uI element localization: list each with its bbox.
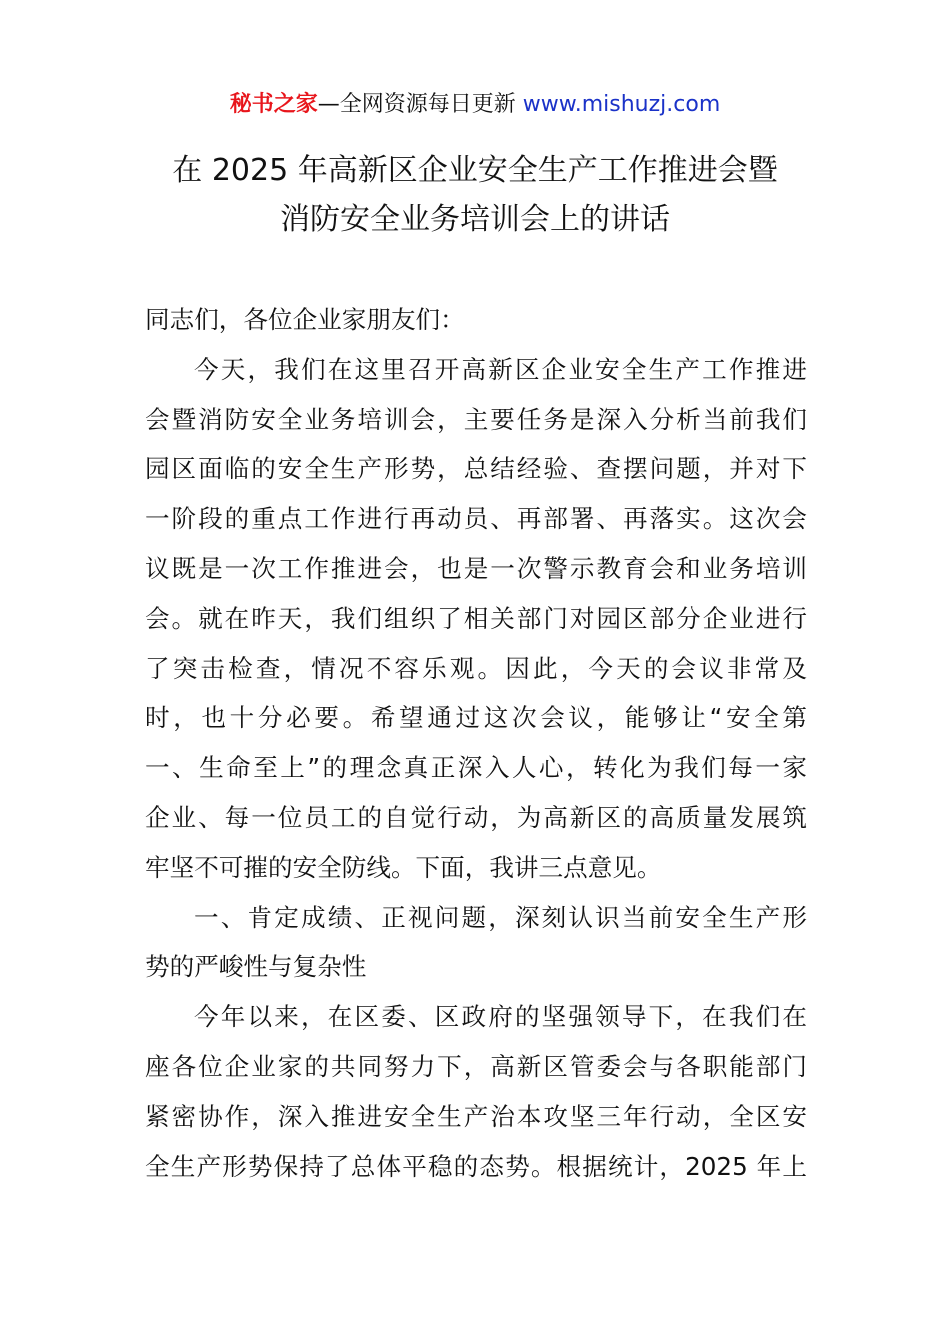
- paragraph-line: 一、生命至上”的理念真正深入人心，转化为我们每一家: [145, 753, 807, 783]
- section-heading-line: 势的严峻性与复杂性: [145, 952, 367, 982]
- paragraph-line: 今年以来，在区委、区政府的坚强领导下，在我们在: [194, 1002, 807, 1032]
- paragraph-line: 时，也十分必要。希望通过这次会议，能够让“安全第: [145, 703, 807, 733]
- paragraph-line: 今天，我们在这里召开高新区企业安全生产工作推进: [194, 354, 807, 384]
- paragraph-line: 全生产形势保持了总体平稳的态势。根据统计，2025 年上: [145, 1151, 807, 1181]
- salutation: 同志们，各位企业家朋友们：: [145, 305, 465, 334]
- paragraph-line: 会暨消防安全业务培训会，主要任务是深入分析当前我们: [145, 404, 807, 434]
- header-slogan: —全网资源每日更新: [317, 92, 523, 117]
- site-header: [0, 88, 950, 122]
- title-line-1: 在 2025 年高新区企业安全生产工作推进会暨: [172, 153, 778, 188]
- brand-name: 秘书之家: [229, 92, 318, 117]
- paragraph-line: 牢坚不可摧的安全防线。下面，我讲三点意见。: [145, 852, 662, 882]
- document-title: [0, 146, 950, 244]
- paragraph-line: 一阶段的重点工作进行再动员、再部署、再落实。这次会: [145, 504, 807, 534]
- paragraph-line: 议既是一次工作推进会，也是一次警示教育会和业务培训: [145, 553, 807, 583]
- site-url-link[interactable]: www.mishuzj.com: [522, 92, 721, 117]
- paragraph-line: 座各位企业家的共同努力下，高新区管委会与各职能部门: [145, 1051, 807, 1081]
- document-body: [145, 295, 807, 1191]
- paragraph-line: 紧密协作，深入推进安全生产治本攻坚三年行动，全区安: [145, 1101, 807, 1131]
- paragraph-line: 会。就在昨天，我们组织了相关部门对园区部分企业进行: [145, 603, 807, 633]
- paragraph-line: 园区面临的安全生产形势，总结经验、查摆问题，并对下: [145, 454, 807, 484]
- title-line-2: 消防安全业务培训会上的讲话: [280, 202, 670, 237]
- paragraph-line: 了突击检查，情况不容乐观。因此，今天的会议非常及: [145, 653, 807, 683]
- section-heading-line: 一、肯定成绩、正视问题，深刻认识当前安全生产形: [194, 902, 807, 932]
- paragraph-line: 企业、每一位员工的自觉行动，为高新区的高质量发展筑: [145, 802, 807, 832]
